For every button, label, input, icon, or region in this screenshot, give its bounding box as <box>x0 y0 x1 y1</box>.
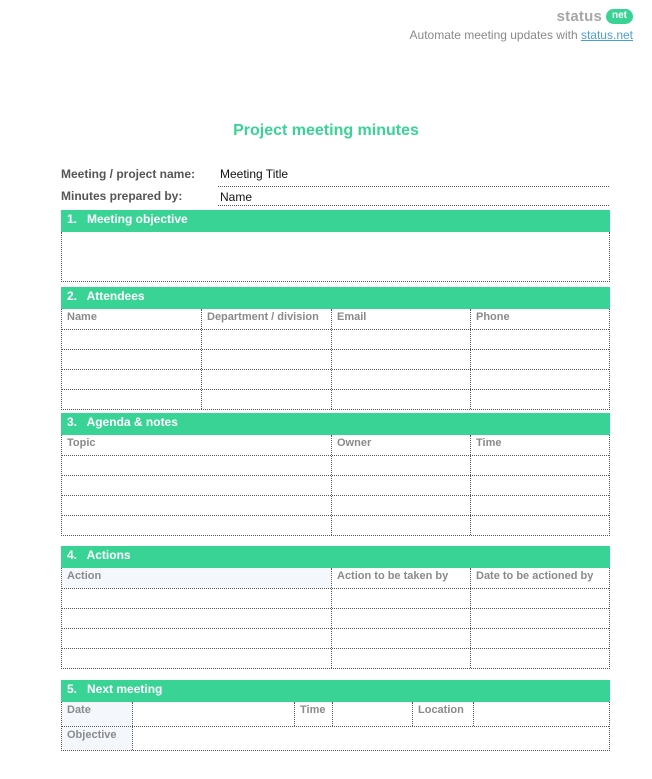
meeting-name-row <box>61 164 609 184</box>
actions-table <box>61 568 610 669</box>
time-label: Time <box>294 702 332 726</box>
brand-logo <box>557 8 633 25</box>
column-header: Email <box>331 309 470 329</box>
table-cell[interactable] <box>62 516 331 535</box>
date-field[interactable] <box>132 702 294 726</box>
table-cell[interactable] <box>470 649 609 668</box>
table-row <box>62 515 609 535</box>
column-header: Action <box>62 568 331 588</box>
table-cell[interactable] <box>201 350 331 369</box>
section-heading: 4. Actions <box>61 546 610 568</box>
status-net-link[interactable]: status.net <box>580 28 633 42</box>
table-row <box>62 588 609 608</box>
column-header: Owner <box>331 435 470 455</box>
table-header-row <box>62 568 609 588</box>
table-cell[interactable] <box>62 330 201 349</box>
table-cell[interactable] <box>331 649 470 668</box>
column-header: Topic <box>67 437 96 449</box>
time-field[interactable] <box>332 702 412 726</box>
table-header-row <box>62 435 609 455</box>
prepared-by-field[interactable]: Name <box>218 186 609 206</box>
date-label: Date <box>62 702 132 726</box>
column-header: Date to be actioned by <box>470 568 609 588</box>
next-meeting-row <box>62 702 609 726</box>
agenda-table <box>61 435 610 536</box>
meeting-name-field[interactable]: Meeting Title <box>220 167 289 181</box>
next-meeting-row <box>62 726 609 750</box>
prepared-by-label: Minutes prepared by: <box>61 189 183 203</box>
table-cell[interactable] <box>201 390 331 409</box>
table-cell[interactable] <box>470 476 609 495</box>
table-cell[interactable] <box>470 370 609 389</box>
table-cell[interactable] <box>201 370 331 389</box>
objective-text-area[interactable] <box>61 232 610 282</box>
table-cell[interactable] <box>62 609 331 628</box>
column-header: Time <box>470 435 609 455</box>
table-cell[interactable] <box>331 370 470 389</box>
table-cell[interactable] <box>331 629 470 648</box>
table-cell[interactable] <box>470 330 609 349</box>
table-cell[interactable] <box>470 390 609 409</box>
table-row <box>62 389 609 409</box>
table-cell[interactable] <box>331 496 470 515</box>
table-row <box>62 495 609 515</box>
section-heading: 3. Agenda & notes <box>61 413 610 435</box>
tagline <box>410 28 633 42</box>
table-row <box>62 608 609 628</box>
table-cell[interactable] <box>62 350 201 369</box>
page-title: Project meeting minutes <box>233 122 419 139</box>
table-cell[interactable] <box>331 589 470 608</box>
table-cell[interactable] <box>62 390 201 409</box>
tagline-text: Automate meeting updates with <box>409 28 581 42</box>
table-cell[interactable] <box>62 589 331 608</box>
column-header: Action to be taken by <box>331 568 470 588</box>
table-cell[interactable] <box>331 350 470 369</box>
section-heading: 1. Meeting objective <box>61 210 610 232</box>
column-header: Phone <box>470 309 609 329</box>
table-row <box>62 648 609 668</box>
table-cell[interactable] <box>331 456 470 475</box>
meeting-name-label: Meeting / project name: <box>61 167 196 181</box>
table-row <box>62 369 609 389</box>
table-cell[interactable] <box>331 390 470 409</box>
table-cell[interactable] <box>331 476 470 495</box>
table-cell[interactable] <box>331 516 470 535</box>
table-cell[interactable] <box>62 629 331 648</box>
prepared-by-row <box>61 186 609 206</box>
table-cell[interactable] <box>201 330 331 349</box>
table-cell[interactable] <box>470 609 609 628</box>
table-cell[interactable] <box>62 496 331 515</box>
section-heading: 2. Attendees <box>61 287 610 309</box>
section-next-meeting <box>61 680 610 751</box>
table-cell[interactable] <box>62 476 331 495</box>
table-row <box>62 329 609 349</box>
next-meeting-table <box>61 702 610 751</box>
table-cell[interactable] <box>470 516 609 535</box>
objective-field[interactable] <box>132 727 609 750</box>
table-cell[interactable] <box>62 456 331 475</box>
column-header: Department / division <box>201 309 331 329</box>
section-attendees <box>61 287 610 410</box>
brand-pill: net <box>606 9 633 24</box>
section-actions <box>61 546 610 669</box>
table-cell[interactable] <box>331 609 470 628</box>
table-cell[interactable] <box>470 589 609 608</box>
brand-word: status <box>556 8 602 25</box>
table-cell[interactable] <box>470 350 609 369</box>
table-row <box>62 455 609 475</box>
table-row <box>62 628 609 648</box>
table-cell[interactable] <box>470 456 609 475</box>
section-agenda-notes <box>61 413 610 536</box>
column-header: Name <box>67 311 97 323</box>
table-row <box>62 349 609 369</box>
section-meeting-objective <box>61 210 610 285</box>
table-cell[interactable] <box>470 629 609 648</box>
section-heading: 5. Next meeting <box>61 680 610 702</box>
location-field[interactable] <box>473 702 609 726</box>
objective-label: Objective <box>62 727 132 750</box>
table-row <box>62 475 609 495</box>
location-label: Location <box>412 702 473 726</box>
table-cell[interactable] <box>470 496 609 515</box>
table-cell[interactable] <box>331 330 470 349</box>
table-header-row <box>62 309 609 329</box>
table-cell[interactable] <box>62 649 331 668</box>
attendees-table <box>61 309 610 410</box>
table-cell[interactable] <box>62 370 201 389</box>
